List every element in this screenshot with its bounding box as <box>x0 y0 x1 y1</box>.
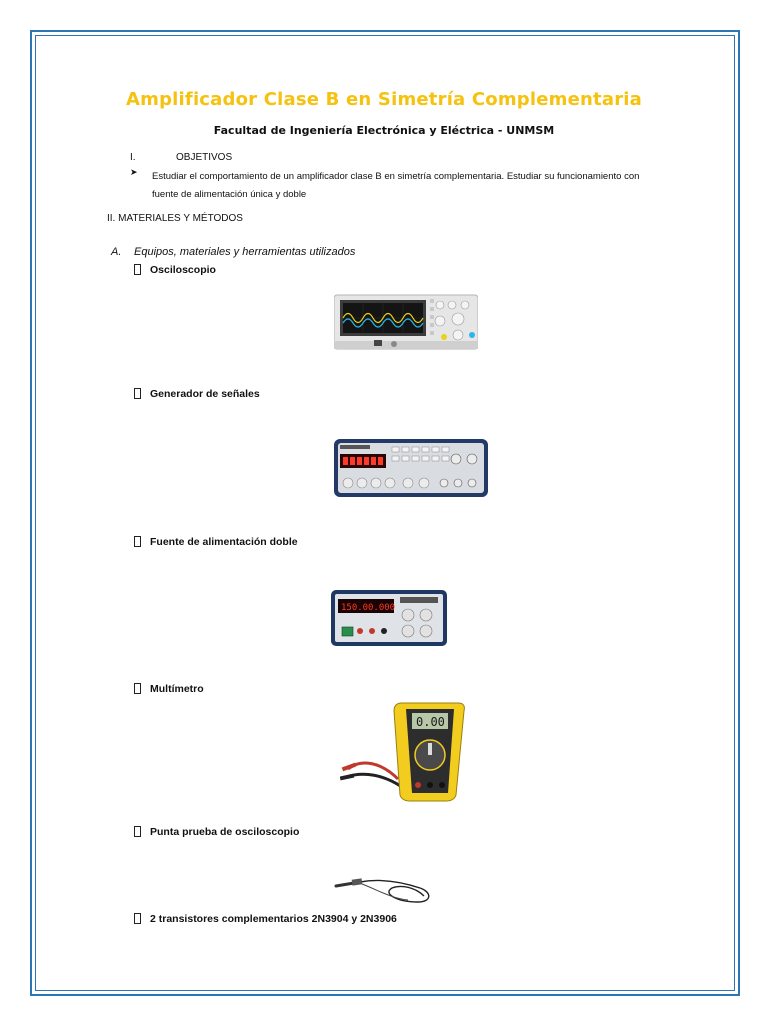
section-1-number: I. <box>130 152 136 163</box>
item-label: Generador de señales <box>150 388 260 400</box>
checkbox-glyph-icon <box>134 683 141 694</box>
document-title: Amplificador Clase B en Simetría Complementaria <box>126 89 642 110</box>
list-item <box>134 913 397 925</box>
item-label: Fuente de alimentación doble <box>150 536 298 548</box>
signal-generator-image <box>332 437 490 499</box>
list-item <box>134 264 216 276</box>
list-item <box>134 826 299 838</box>
section-1-heading: OBJETIVOS <box>176 152 233 163</box>
subsection-a-letter: A. <box>111 246 122 258</box>
list-item <box>134 388 260 400</box>
subsection-a-title: Equipos, materiales y herramientas utilizados <box>134 246 356 258</box>
probe-image <box>332 872 436 908</box>
item-label: Punta prueba de osciloscopio <box>150 826 300 838</box>
power-supply-image <box>330 589 448 647</box>
multimeter-display: 0.00 <box>416 715 445 729</box>
checkbox-glyph-icon <box>134 913 141 924</box>
item-label: Multímetro <box>150 683 204 695</box>
document-subtitle: Facultad de Ingeniería Electrónica y Eléctrica - UNMSM <box>213 124 555 137</box>
checkbox-glyph-icon <box>134 536 141 547</box>
section-2-heading: II. MATERIALES Y MÉTODOS <box>107 213 243 224</box>
list-item <box>134 536 298 548</box>
list-item <box>134 683 204 695</box>
item-label: 2 transistores complementarios 2N3904 y 2N3906 <box>150 913 397 925</box>
oscilloscope-image <box>334 293 478 351</box>
checkbox-glyph-icon <box>134 388 141 399</box>
supply-display-left: 150.0 <box>341 603 369 613</box>
multimeter-image <box>340 699 470 803</box>
supply-display-right: 0.000 <box>368 603 396 613</box>
objective-text: Estudiar el comportamiento de un amplificador clase B en simetría complementaria. Estudiar su funcionamiento con fuente de alimentación única y doble <box>152 171 640 200</box>
item-label: Osciloscopio <box>150 264 216 276</box>
checkbox-glyph-icon <box>134 264 141 275</box>
bullet-arrow-icon: ➤ <box>130 168 138 178</box>
checkbox-glyph-icon <box>134 826 141 837</box>
